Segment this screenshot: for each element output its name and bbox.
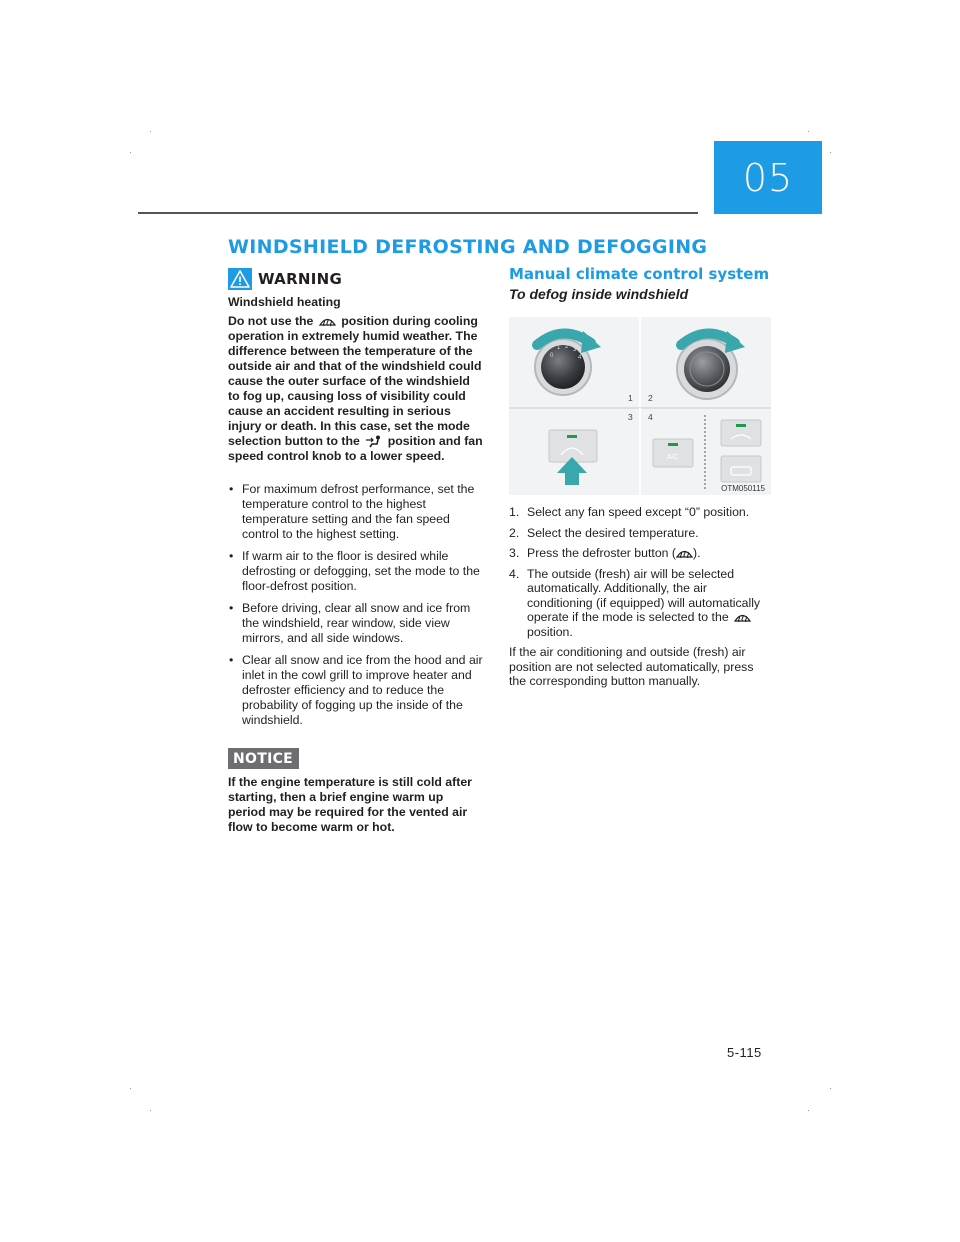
step-text: Select any fan speed except “0” position. <box>527 505 750 519</box>
figure-label-2: 2 <box>648 393 653 403</box>
warning-title: WARNING <box>258 270 343 288</box>
crop-mark <box>130 1088 131 1089</box>
page-number: 5-115 <box>727 1045 762 1060</box>
mode-face-icon <box>365 435 382 448</box>
front-defrost-icon <box>734 611 751 624</box>
list-item: • Before driving, clear all snow and ice from the windshield, rear window, side view mirrors, and all side windows. <box>228 601 484 646</box>
knob-mark: 3 <box>573 347 577 353</box>
crop-mark <box>130 152 131 153</box>
after-steps-text: If the air conditioning and outside (fresh) air position are not selected automatically, press the corresponding button manually. <box>509 645 754 688</box>
figure-label-1: 1 <box>628 393 633 403</box>
steps-list <box>509 505 771 639</box>
list-item <box>509 526 771 541</box>
figure-illustration <box>509 317 771 495</box>
knob-mark: 1 <box>557 345 561 351</box>
list-item: • If warm air to the floor is desired while defrosting or defogging, set the mode to the floor-defrost position. <box>228 549 484 594</box>
list-item <box>509 505 771 520</box>
notice-badge: NOTICE <box>228 748 299 769</box>
section-title: WINDSHIELD DEFROSTING AND DEFOGGING <box>228 236 708 258</box>
knob-mark: 4 <box>578 355 582 361</box>
crop-mark <box>830 152 831 153</box>
list-item <box>509 567 771 640</box>
warning-text-part3: position and fan speed control knob to a lower speed. <box>228 434 483 463</box>
bullet-list <box>228 482 484 728</box>
crop-mark <box>150 1110 151 1111</box>
knob-mark: 2 <box>565 344 569 350</box>
header-rule <box>138 212 698 214</box>
list-item: • Clear all snow and ice from the hood and air inlet in the cowl grill to improve heater and defroster efficiency and to reduce the probability of fogging up the inside of the windshield. <box>228 653 484 728</box>
list-item <box>509 546 771 561</box>
notice-text: If the engine temperature is still cold after starting, then a brief engine warm up period may be required for the vented air flow to become warm or hot. <box>228 775 472 834</box>
step-text: The outside (fresh) air will be selected automatically. Additionally, the air conditioning (if equipped) will automatically operate if the mode is selected to the <box>527 566 761 624</box>
chapter-tab: 05 <box>714 141 822 214</box>
list-item: • For maximum defrost performance, set the temperature control to the highest temperature setting and the fan speed control to the highest setting. <box>228 482 484 542</box>
crop-mark <box>808 131 809 132</box>
warning-header <box>228 266 484 292</box>
manual-climate-title: Manual climate control system <box>509 265 770 283</box>
step-number: 1. <box>509 505 520 519</box>
warning-text-part1: Do not use the <box>228 314 314 328</box>
step-text-end: ). <box>693 546 701 560</box>
figure-caption: OTM050115 <box>721 484 765 493</box>
step-text: Press the defroster button ( <box>527 546 677 560</box>
defog-subtitle: To defog inside windshield <box>509 286 689 302</box>
crop-mark <box>150 131 151 132</box>
front-defrost-icon <box>319 315 336 328</box>
figure-label-4: 4 <box>648 412 653 422</box>
knob-mark: 0 <box>550 353 554 359</box>
figure-label-3: 3 <box>628 412 633 422</box>
warning-text <box>228 314 484 464</box>
step-text: Select the desired temperature. <box>527 525 699 540</box>
warning-text-part2: position during cooling operation in extremely humid weather. The difference between the temperature of the outside air and that of the windshield could cause the outer surface of the windshield to fog up, causing loss of visibility could cause an accident resulting in serious injury or death. In this case, set the mode selection button to the <box>228 314 482 448</box>
step-text-end: position. <box>527 624 573 639</box>
crop-mark <box>830 1088 831 1089</box>
step-number: 3. <box>509 546 520 560</box>
ac-label: A/C <box>667 454 679 461</box>
climate-control-figure <box>509 317 771 495</box>
step-number: 4. <box>509 566 520 581</box>
right-column <box>509 264 771 689</box>
front-defrost-icon <box>676 547 693 560</box>
step-number: 2. <box>509 525 520 540</box>
warning-triangle-icon <box>228 268 252 290</box>
crop-mark <box>808 1110 809 1111</box>
warning-subtitle: Windshield heating <box>228 295 341 309</box>
left-column <box>228 266 484 835</box>
